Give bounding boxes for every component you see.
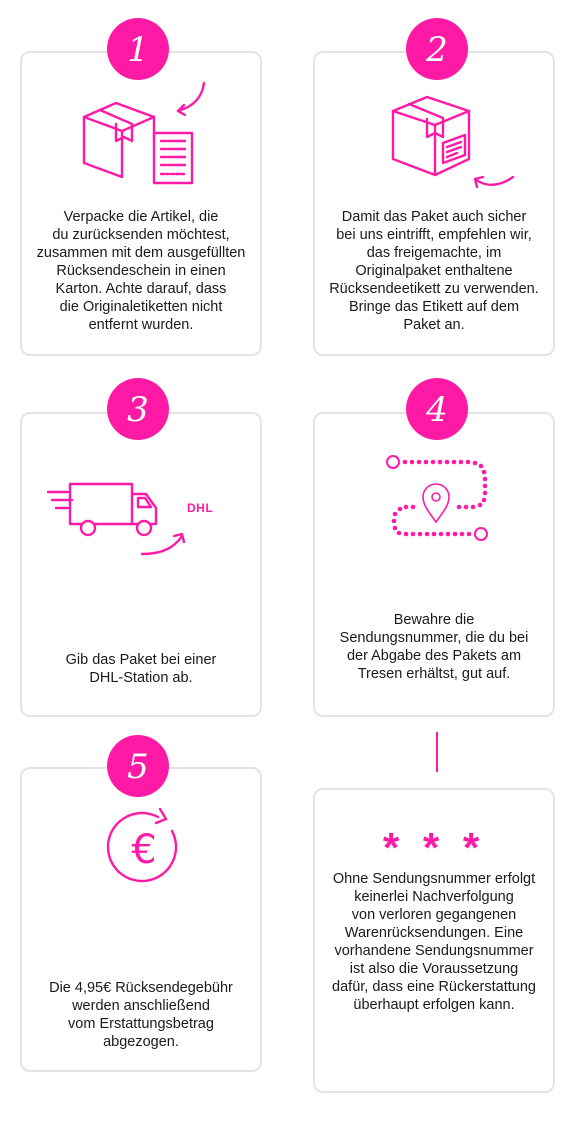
step-2-text: Damit das Paket auch sicher bei uns eintrifft, empfehlen wir, das freigemachte, im Originalpaket enthaltene Rücksendeetikett zu verwenden. Bringe das Etikett auf dem Paket an. [329, 209, 539, 333]
step-number-badge-4: 4 [406, 378, 468, 440]
svg-text:€: € [131, 827, 157, 873]
step-number-badge-2: 2 [406, 18, 468, 80]
carrier-label: DHL [187, 501, 214, 515]
connector-line [436, 732, 438, 772]
note-card [313, 788, 555, 1093]
step-number-badge-5: 5 [107, 735, 169, 797]
step-card-5 [20, 767, 262, 1072]
step-card-3 [20, 412, 262, 717]
step-card-4 [313, 412, 555, 717]
step-4-text: Bewahre die Sendungsnummer, die du bei der Abgabe des Pakets am Tresen erhältst, gut auf. [339, 612, 529, 682]
note-text: Ohne Sendungsnummer erfolgt keinerlei Nachverfolgung von verloren gegangenen Warenrücksendungen. Eine vorhandene Sendungsnummer ist also die Voraussetzung dafür, dass eine Rückerstattung überhaupt erfolgen kann. [332, 871, 536, 1013]
package-with-label-icon [387, 89, 517, 199]
step-number-badge-3: 3 [107, 378, 169, 440]
step-card-1 [20, 51, 262, 356]
delivery-truck-icon [46, 476, 196, 561]
step-5-text: Die 4,95€ Rücksendegebühr werden anschließend vom Erstattungsbetrag abgezogen. [49, 980, 233, 1050]
euro-refund-icon [102, 805, 186, 894]
asterisk-divider: * * * [382, 824, 486, 871]
step-3-text: Gib das Paket bei einer DHL-Station ab. [65, 652, 217, 686]
step-1-text: Verpacke die Artikel, die du zurücksenden möchtest, zusammen mit dem ausgefüllten Rücksendeschein in einen Karton. Achte darauf, dass die Originaletiketten nicht entfernt wurden. [36, 209, 246, 333]
step-number-badge-1: 1 [107, 18, 169, 80]
tracking-route-icon [385, 452, 495, 557]
package-with-slip-icon [74, 77, 214, 197]
step-card-2 [313, 51, 555, 356]
